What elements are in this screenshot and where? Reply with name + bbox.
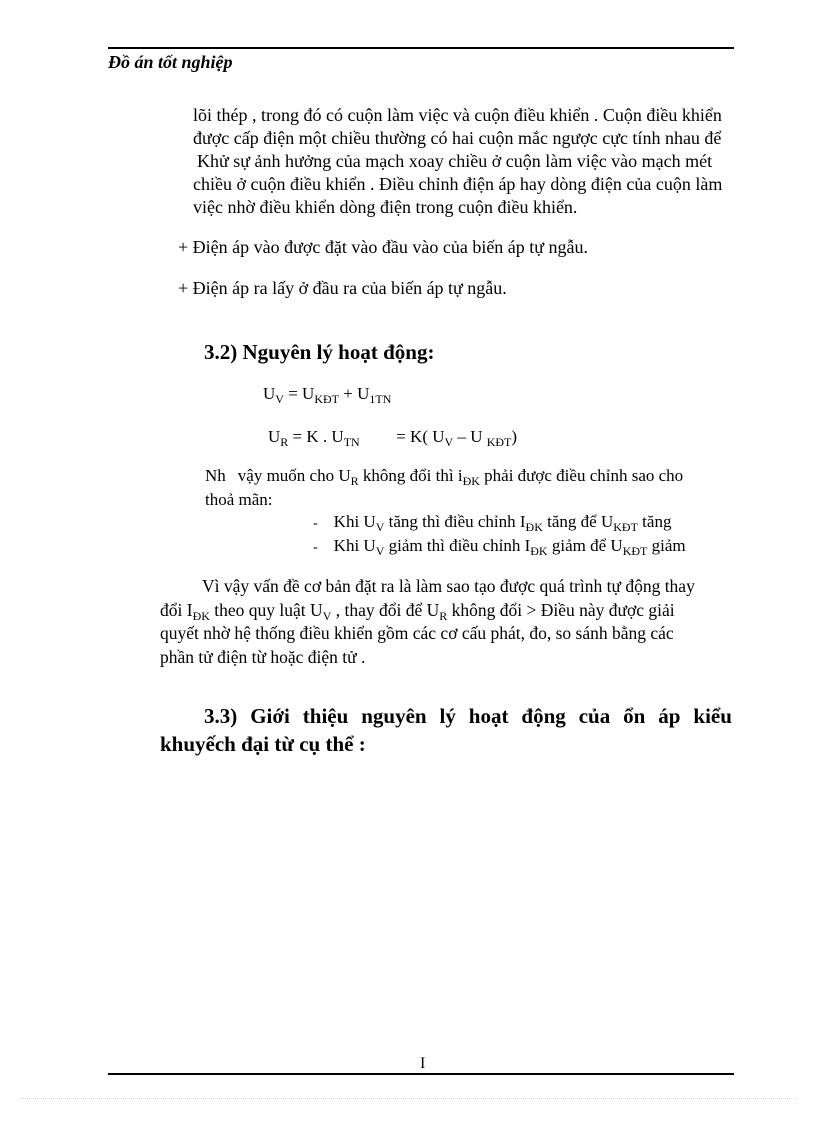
- intro-line: lõi thép , trong đó có cuộn làm việc và cuộn điều khiển . Cuộn điều khiển: [193, 105, 722, 125]
- equation-uv: $U_V = U_{KĐT} + U_{1TN}$: [263, 384, 392, 406]
- bullet-output-voltage: + Điện áp ra lấy ở đầu ra của biến áp tự ngẫu.: [178, 278, 507, 298]
- page-edge-dotted-line: [20, 1098, 796, 1099]
- bullet-input-voltage: + Điện áp vào được đặt vào đầu vào của biến áp tự ngẫu.: [178, 237, 589, 257]
- footer-rule: [108, 1073, 734, 1075]
- header-rule: [108, 47, 734, 49]
- section-3-3-heading: 3.3) Giới thiệu nguyên lý hoạt động của ổn áp kiểu khuyếch đại từ cụ thể :: [160, 704, 732, 756]
- document-header-title: Đồ án tốt nghiệp: [108, 52, 233, 72]
- summary-line: đổi $I_{ĐK}$ theo quy luật $U_V$ , thay đổi để $U_R$ không đổi > Điều này được giải: [160, 599, 675, 623]
- section-3-2-heading: 3.2) Nguyên lý hoạt động:: [204, 340, 435, 364]
- equation-ur: $U_R = K$ . $U_{TN} = K$( $U_V$ – U $_{KĐT}$): [268, 427, 518, 449]
- intro-line: chiều ở cuộn điều khiển . Điều chỉnh điện áp hay dòng điện của cuộn làm: [193, 174, 723, 194]
- summary-paragraph: [160, 575, 735, 669]
- condition-line-2: thoả mãn:: [205, 490, 273, 509]
- intro-paragraph: [193, 104, 753, 219]
- condition-line-1: Nh vậy muốn cho $U_R$ không đổi thì $i_{ĐK}$ phải được điều chỉnh sao cho: [205, 466, 684, 488]
- summary-line: quyết nhờ hệ thống điều khiển gồm các cơ cấu phát, đo, so sánh bằng các: [160, 623, 674, 643]
- dash-item-increase: - Khi $U_V$ tăng thì điều chỉnh $I_{ĐK}$ tăng để $U_{KĐT}$ tăng: [313, 512, 672, 534]
- summary-line: phần tử điện từ hoặc điện tử .: [160, 646, 366, 667]
- intro-line: việc nhờ điều khiển dòng điện trong cuộn điều khiển.: [193, 197, 578, 217]
- page-number: I: [420, 1055, 426, 1072]
- intro-line: Khử sự ảnh hưởng của mạch xoay chiều ở cuộn làm việc vào mạch mét: [197, 151, 713, 171]
- intro-line: được cấp điện một chiều thường có hai cuộn mắc ngược cực tính nhau để: [193, 128, 722, 148]
- summary-line: Vì vậy vấn đề cơ bản đặt ra là làm sao tạo được quá trình tự động thay: [202, 576, 695, 596]
- dash-item-decrease: - Khi $U_V$ giảm thì điều chỉnh $I_{ĐK}$ giảm để $U_{KĐT}$ giảm: [313, 536, 686, 558]
